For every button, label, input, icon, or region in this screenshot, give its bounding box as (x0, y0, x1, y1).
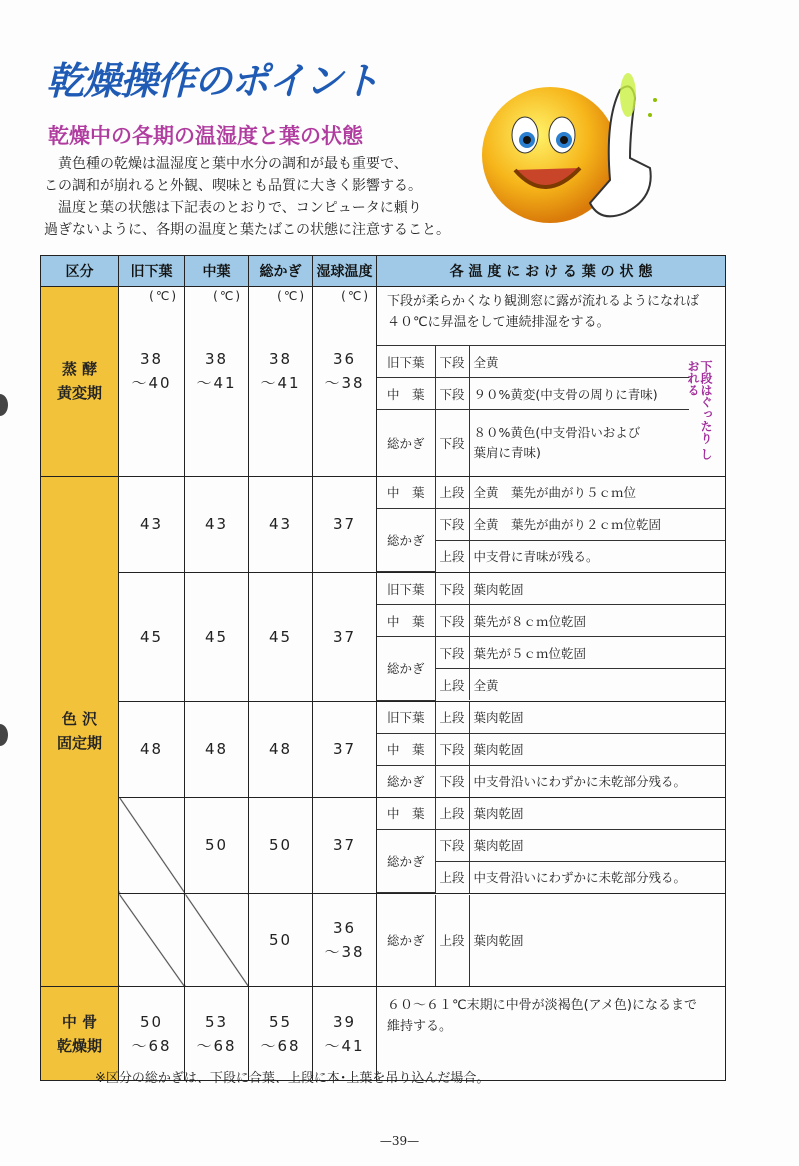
state-text: 全黄 (473, 677, 499, 693)
temp-cell: 48 (119, 701, 185, 797)
empty-diagonal-cell (119, 797, 185, 894)
temp-cell: 37 (313, 701, 377, 797)
header-cell: 湿球温度 (313, 256, 377, 287)
leaf-type: 中 葉 (377, 378, 435, 410)
state-text: 中支骨沿いにわずかに未乾部分残る。 (473, 870, 687, 885)
temperature-table (40, 255, 726, 1081)
leaf-type: 総かぎ (377, 508, 435, 572)
thumbs-up-smiley-illustration (470, 60, 670, 240)
tier: 下段 (435, 829, 469, 861)
state-text: 葉肉乾固 (469, 573, 725, 605)
intro-line: この調和が崩れると外観、喫味とも品質に大きく影響する。 (44, 178, 422, 194)
category-cell: 色 沢 固定期 (41, 476, 119, 987)
header-cell: 中葉 (185, 256, 249, 287)
binder-hole (0, 724, 8, 746)
leaf-type: 中 葉 (377, 733, 435, 765)
temp-cell: 43 (249, 476, 313, 573)
tier: 下段 (435, 508, 469, 540)
tier: 上段 (435, 702, 469, 734)
leaf-type: 総かぎ (377, 829, 435, 893)
temp-cell: 48 (249, 701, 313, 797)
state-cell (377, 573, 726, 702)
state-cell (377, 287, 726, 477)
table-row (41, 476, 726, 573)
state-text: 葉肉乾固 (469, 829, 725, 861)
intro-line: 温度と葉の状態は下記表のとおりで、コンピュータに頼り (44, 200, 422, 216)
state-text: 葉肉乾固 (469, 798, 725, 830)
tier: 下段 (435, 378, 469, 410)
state-text: ８０%黄色(中支骨沿いおよび 葉肩に青味) (473, 424, 641, 460)
temp-cell: 53 ～68 (185, 987, 249, 1081)
state-text: 中支骨に青味が残る。 (473, 549, 599, 564)
temp-cell: 43 (119, 476, 185, 573)
leaf-type: 総かぎ (377, 410, 435, 476)
tier: 上段 (435, 540, 469, 572)
tier: 下段 (435, 346, 469, 378)
temp-cell: 45 (249, 573, 313, 702)
state-text: 葉肉乾固 (469, 733, 725, 765)
state-text: 葉先が８ｃｍ位乾固 (469, 605, 725, 637)
tier: 上段 (435, 895, 469, 986)
state-text: 葉肉乾固 (469, 702, 725, 734)
footnote: ※区分の総かぎは、下段に合葉、上段に本･上葉を吊り込んだ場合。 (95, 1071, 490, 1086)
side-annotation: 下段はぐったり しおれる (686, 360, 713, 461)
temp-cell: 50 (249, 894, 313, 987)
state-subtable (377, 798, 725, 894)
leaf-type: 旧下葉 (377, 573, 435, 605)
state-text: ９０%黄変(中支骨の周りに青味) (469, 378, 689, 410)
tier: 上段 (435, 798, 469, 830)
state-subtable (377, 477, 725, 573)
tier: 下段 (435, 573, 469, 605)
section-subtitle: 乾燥中の各期の温湿度と葉の状態 (48, 124, 363, 148)
category-cell: 蒸 酵 黄変期 (41, 287, 119, 477)
temp-cell: 37 (313, 797, 377, 894)
intro-line: 黄色種の乾燥は温湿度と葉中水分の調和が最も重要で、 (44, 156, 408, 172)
state-subtable (377, 346, 689, 476)
header-cell: 区分 (41, 256, 119, 287)
state-note: ６０～６１℃末期に中骨が淡褐色(アメ色)になるまで 維持する。 (387, 998, 697, 1034)
leaf-type: 総かぎ (377, 895, 435, 986)
table-header-row (41, 256, 726, 287)
state-cell (377, 894, 726, 987)
tier: 下段 (435, 410, 469, 476)
tier: 上段 (435, 861, 469, 893)
tier: 上段 (435, 669, 469, 701)
leaf-type: 旧下葉 (377, 346, 435, 378)
leaf-type: 中 葉 (377, 798, 435, 830)
state-text: 全黄 葉先が曲がり２ｃｍ位乾固 (469, 508, 725, 540)
header-cell: 総かぎ (249, 256, 313, 287)
binder-hole (0, 394, 8, 416)
state-text: 全黄 (469, 346, 689, 378)
empty-diagonal-cell (119, 894, 185, 987)
table-row (41, 287, 726, 477)
state-text: 中支骨沿いにわずかに未乾部分残る。 (473, 774, 687, 789)
leaf-type: 中 葉 (377, 605, 435, 637)
leaf-type: 総かぎ (377, 765, 435, 797)
category-cell: 中 骨 乾燥期 (41, 987, 119, 1081)
temp-cell: 55 ～68 (249, 987, 313, 1081)
tier: 下段 (435, 765, 469, 797)
temp-cell: 37 (313, 476, 377, 573)
tier: 下段 (435, 733, 469, 765)
temp-cell: (℃) 36 ～38 (313, 287, 377, 477)
temp-cell: 45 (119, 573, 185, 702)
page-title: 乾燥操作のポイント (46, 59, 380, 103)
temp-cell: 39 ～41 (313, 987, 377, 1081)
temp-cell: 36 ～38 (313, 894, 377, 987)
temp-cell: (℃) 38 ～41 (185, 287, 249, 477)
state-subtable (377, 702, 725, 797)
leaf-type: 中 葉 (377, 477, 435, 509)
temp-cell: 37 (313, 573, 377, 702)
state-subtable (377, 573, 725, 701)
header-cell: 旧下葉 (119, 256, 185, 287)
intro-text (44, 153, 484, 241)
intro-line: 過ぎないように、各期の温度と葉たばこの状態に注意すること。 (44, 222, 450, 238)
tier: 上段 (435, 477, 469, 509)
tier: 下段 (435, 605, 469, 637)
state-cell (377, 797, 726, 894)
tier: 下段 (435, 637, 469, 669)
empty-diagonal-cell (185, 894, 249, 987)
temp-cell: (℃) 38 ～40 (119, 287, 185, 477)
state-cell (377, 476, 726, 573)
page-number: —39— (379, 1134, 420, 1148)
header-cell: 各 温 度 に お け る 葉 の 状 態 (377, 256, 726, 287)
temp-cell: 50 (249, 797, 313, 894)
temp-cell: 50 ～68 (119, 987, 185, 1081)
state-cell (377, 701, 726, 797)
state-note: 下段が柔らかくなり観測窓に露が流れるようになれば ４０℃に昇温をして連続排湿をする。 (377, 287, 725, 346)
state-subtable (377, 895, 725, 986)
state-text: 全黄 葉先が曲がり５ｃｍ位 (469, 477, 725, 509)
temp-cell: 50 (185, 797, 249, 894)
table-row (41, 701, 726, 797)
state-text: 葉肉乾固 (473, 933, 524, 948)
table-row (41, 797, 726, 894)
table-row (41, 894, 726, 987)
temp-cell: 45 (185, 573, 249, 702)
temp-cell: (℃) 38 ～41 (249, 287, 313, 477)
temp-cell: 43 (185, 476, 249, 573)
state-text: 葉先が５ｃｍ位乾固 (469, 637, 725, 669)
temp-cell: 48 (185, 701, 249, 797)
leaf-type: 旧下葉 (377, 702, 435, 734)
table-row (41, 573, 726, 702)
leaf-type: 総かぎ (377, 637, 435, 701)
